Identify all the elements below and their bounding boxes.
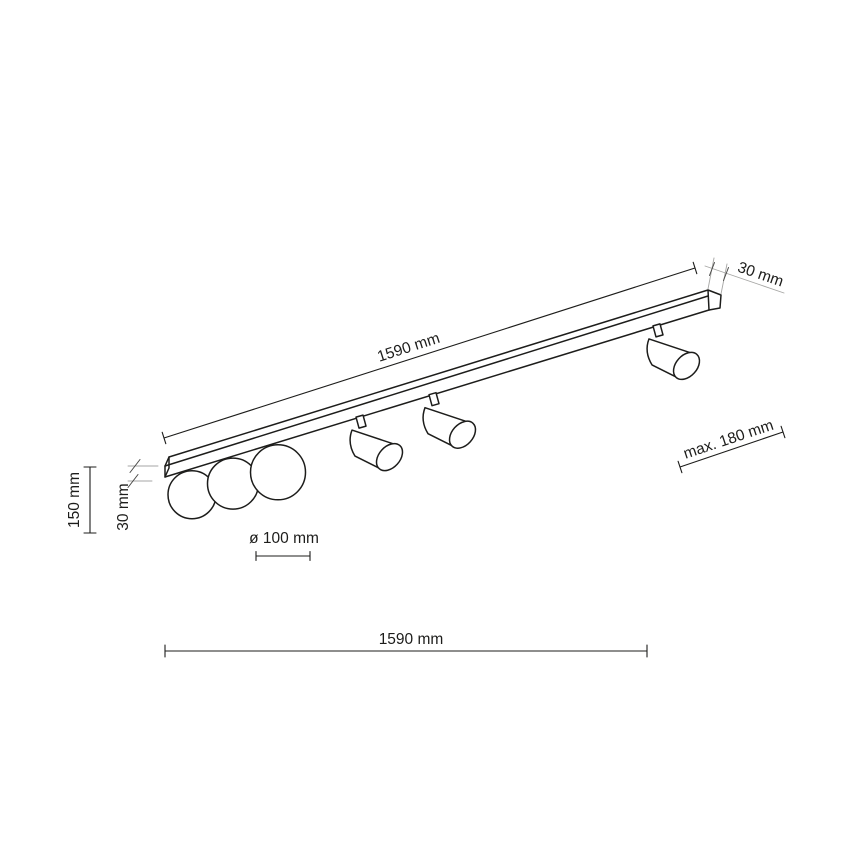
dim-spot-max-extent (678, 417, 785, 473)
spotlight-3 (647, 324, 705, 385)
dim-rail-width (705, 258, 786, 294)
dim-overall-height (66, 467, 96, 533)
dim-rail-profile-height (115, 460, 158, 531)
dim-label-rail-width: 30 mm (735, 258, 786, 291)
ceiling-rail (165, 290, 721, 477)
spotlight-1 (350, 415, 408, 476)
dim-label-globe-diameter: ø 100 mm (249, 530, 319, 547)
rail-top-front-edge (165, 296, 708, 466)
dim-label-spot-max-extent: max. 180 mm (681, 416, 776, 463)
dim-label-overall-length-bottom: 1590 mm (378, 631, 444, 648)
dim-label-rail-profile-height: 30 mm (115, 483, 132, 531)
spotlight-2 (423, 393, 481, 454)
dim-label-overall-height: 150 mm (66, 472, 83, 528)
rail-right-end-edge (708, 290, 709, 310)
dim-label-rail-length-top: 1590 mm (375, 329, 442, 366)
dim-overall-length-bottom (165, 631, 647, 657)
dim-globe-diameter (249, 530, 319, 561)
globe-3 (251, 445, 306, 500)
